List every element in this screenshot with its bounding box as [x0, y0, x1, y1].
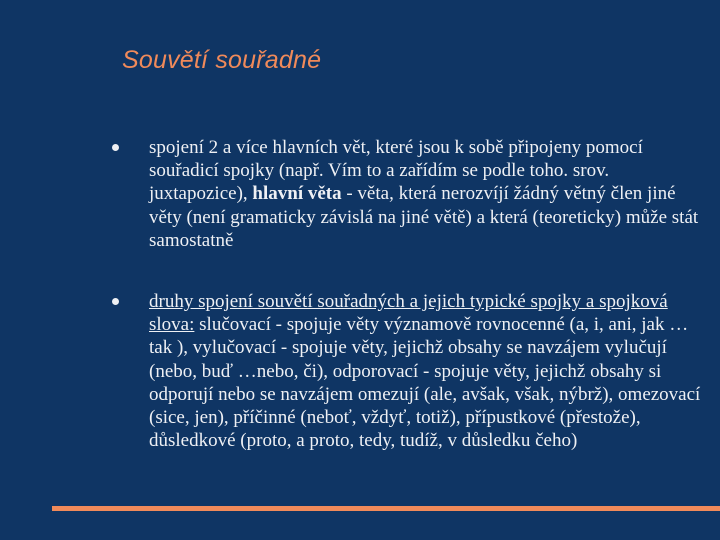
- bullet-bold-term: hlavní věta: [252, 183, 342, 205]
- bullet-underlined-heading: druhy spojení souvětí souřadných a jejich typické spojky a spojková slova:: [149, 291, 668, 336]
- bullet-item-types: [112, 290, 702, 452]
- bullet-item-definition: [112, 136, 702, 252]
- bottom-accent-line: [52, 506, 720, 511]
- slide-title: Souvětí souřadné: [122, 46, 322, 74]
- bullet-text-definition: - věta, která nerozvíjí žádný větný člen jiné věty (není gramaticky závislá na jiné větě) a která (teoreticky) může stát samostatně: [149, 183, 699, 251]
- bullet-dot-icon: [112, 144, 119, 151]
- bullet-text-intro: spojení 2 a více hlavních vět, které jsou k sobě připojeny pomocí souřadicí spojky (např. Vím to a zařídím se podle toho. srov. juxtapozice),: [149, 137, 643, 205]
- bullet-list: [112, 136, 702, 452]
- bullet-dot-icon: [112, 298, 119, 305]
- bullet-text-types: slučovací - spojuje věty významově rovnocenné (a, i, ani, jak …tak ), vylučovací - spojuje věty, jejichž obsahy se navzájem vylučují (nebo, buď …nebo, či), odporovací - spojuje věty, jejichž obsahy si odporují nebo se navzájem omezují (ale, avšak, však, nýbrž), omezovací (sice, jen), příčinné (neboť, vždyť, totiž), přípustkové (přestože), důsledkové (proto, a proto, tedy, tudíž, v důsledku čeho): [149, 314, 701, 452]
